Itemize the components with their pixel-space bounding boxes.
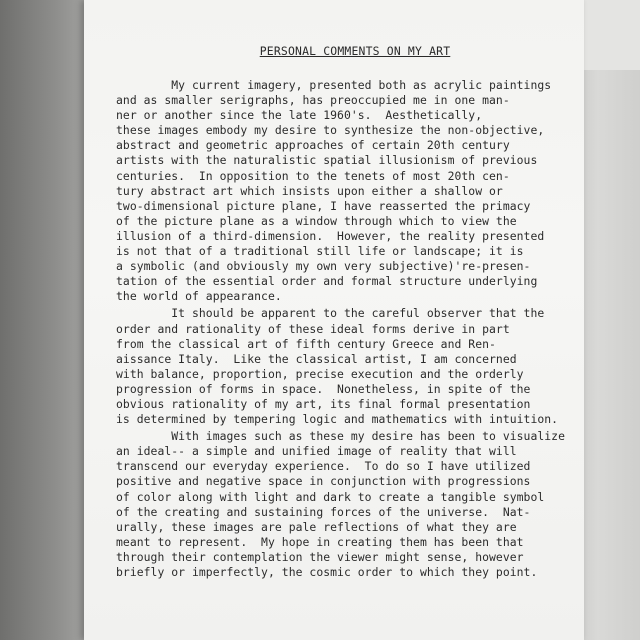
- text-line: briefly or imperfectly, the cosmic order to which they point.: [116, 565, 538, 579]
- body-text: [116, 78, 584, 580]
- page-content: [116, 44, 584, 580]
- paragraph: [116, 306, 584, 427]
- text-line: is determined by tempering logic and mathematics with intuition.: [116, 412, 559, 427]
- text-line: transcend our everyday experience. To do so I have utilized: [116, 459, 531, 474]
- text-line: is not that of a traditional still life or landscape; it is: [116, 244, 524, 259]
- text-line: positive and negative space in conjunction with progressions: [116, 474, 531, 489]
- typed-page: [84, 0, 584, 640]
- text-line: order and rationality of these ideal forms derive in part: [116, 321, 510, 336]
- text-line: of color along with light and dark to create a tangible symbol: [116, 489, 545, 504]
- text-line: tation of the essential order and formal structure underlying: [116, 274, 538, 289]
- text-line: abstract and geometric approaches of certain 20th century: [116, 138, 510, 153]
- text-line: progression of forms in space. Nonetheless, in spite of the: [116, 381, 531, 396]
- text-line: with balance, proportion, precise execution and the orderly: [116, 366, 524, 381]
- text-line: of the picture plane as a window through which to view the: [116, 213, 517, 228]
- text-line: obvious rationality of my art, its final formal presentation: [116, 396, 531, 411]
- text-line: centuries. In opposition to the tenets of most 20th cen-: [116, 168, 510, 183]
- text-line: these images embody my desire to synthesize the non-objective,: [116, 123, 545, 138]
- text-line: urally, these images are pale reflections of what they are: [116, 519, 517, 534]
- text-line: tury abstract art which insists upon either a shallow or: [116, 183, 503, 198]
- text-line: a symbolic (and obviously my own very subjective)'re-presen-: [116, 259, 531, 274]
- text-line: ner or another since the late 1960's. Aesthetically,: [116, 108, 483, 123]
- text-line: It should be apparent to the careful observer that the: [116, 306, 545, 321]
- background-left: [0, 0, 90, 640]
- page-title: PERSONAL COMMENTS ON MY ART: [259, 44, 451, 58]
- text-line: artists with the naturalistic spatial illusionism of previous: [116, 153, 538, 168]
- paragraph: [116, 78, 584, 304]
- text-line: meant to represent. My hope in creating them has been that: [116, 534, 524, 549]
- text-line: an ideal-- a simple and unified image of reality that will: [116, 444, 517, 459]
- text-line: from the classical art of fifth century Greece and Ren-: [116, 336, 496, 351]
- text-line: illusion of a third-dimension. However, the reality presented: [116, 228, 545, 243]
- text-line: My current imagery, presented both as acrylic paintings: [116, 78, 552, 92]
- text-line: two-dimensional picture plane, I have reasserted the primacy: [116, 198, 531, 213]
- text-line: With images such as these my desire has been to visualize: [116, 429, 566, 444]
- text-line: through their contemplation the viewer might sense, however: [116, 549, 524, 564]
- text-line: the world of appearance.: [116, 289, 282, 304]
- text-line: and as smaller serigraphs, has preoccupied me in one man-: [116, 93, 510, 108]
- paragraph: [116, 429, 584, 580]
- text-line: aissance Italy. Like the classical artist, I am concerned: [116, 351, 517, 366]
- text-line: of the creating and sustaining forces of the universe. Nat-: [116, 504, 531, 519]
